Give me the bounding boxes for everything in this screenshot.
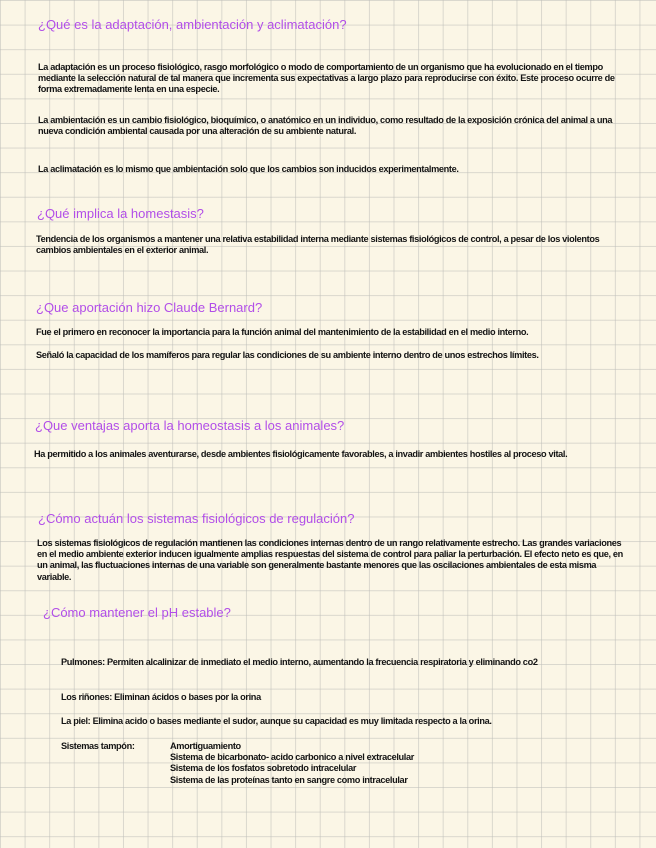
paragraph-ambientacion: La ambientación es un cambio fisiológico, bioquímico, o anatómico en un individuo, como resultado de la exposición crónica del animal a una nueva condición ambiental causada por una alteración de su ambiente natural. — [38, 115, 613, 137]
paragraph-pulmones: Pulmones: Permiten alcalinizar de inmediato el medio interno, aumentando la frecuencia respiratoria y eliminando co2 — [61, 657, 538, 667]
tampon-item: Sistema de bicarbonato- acido carbonico a nivel extracelular — [170, 752, 414, 763]
heading-ventajas: ¿Que ventajas aporta la homeostasis a los animales? — [35, 418, 345, 433]
tampon-label: Sistemas tampón: — [61, 741, 135, 751]
heading-sistemas-regulacion: ¿Cómo actuán los sistemas fisiológicos de regulación? — [38, 511, 355, 526]
heading-adaptacion: ¿Qué es la adaptación, ambientación y aclimatación? — [38, 17, 347, 32]
tampon-list — [170, 741, 414, 786]
heading-claude-bernard: ¿Que aportación hizo Claude Bernard? — [36, 300, 263, 315]
paragraph-piel: La piel: Elimina acido o bases mediante el sudor, aunque su capacidad es muy limitada respecto a la orina. — [61, 716, 492, 726]
paragraph-adaptacion: La adaptación es un proceso fisiológico, rasgo morfológico o modo de comportamiento de un organismo que ha evolucionado en el tiempo mediante la selección natural de tal manera que incrementa sus expectativas a largo plazo para reproducirse con éxito. Este proceso ocurre de forma extremadamente lenta en una especie. — [38, 62, 615, 95]
tampon-item: Sistema de los fosfatos sobretodo intracelular — [170, 763, 357, 774]
heading-homestasis: ¿Qué implica la homestasis? — [37, 206, 204, 221]
heading-ph-estable: ¿Cómo mantener el pH estable? — [43, 605, 231, 620]
paragraph-bernard-2: Señaló la capacidad de los mamíferos para regular las condiciones de su ambiente interno dentro de unos estrechos límites. — [36, 350, 539, 360]
paragraph-rinones: Los riñones: Eliminan ácidos o bases por la orina — [61, 692, 261, 702]
paragraph-aclimatacion: La aclimatación es lo mismo que ambientación solo que los cambios son inducidos experimentalmente. — [38, 164, 459, 174]
paragraph-sistemas-regulacion: Los sistemas fisiológicos de regulación mantienen las condiciones internas dentro de un rango relativamente estrecho. Las grandes variaciones en el medio ambiente exterior inducen igualmente amplias respuestas del sistema de control para paliar la perturbación. El efecto neto es que, en un animal, las fluctuaciones internas de una variable son generalmente bastante menores que las oscilaciones ambientales de esta misma variable. — [37, 538, 623, 582]
paragraph-homestasis: Tendencia de los organismos a mantener una relativa estabilidad interna mediante sistemas fisiológicos de control, a pesar de los violentos cambios ambientales en el exterior animal. — [36, 234, 600, 256]
paragraph-ventajas: Ha permitido a los animales aventurarse, desde ambientes fisiológicamente favorables, a invadir ambientes hostiles al proceso vital. — [34, 449, 568, 459]
tampon-item: Sistema de las proteínas tanto en sangre como intracelular — [170, 774, 408, 785]
tampon-item: Amortiguamiento — [170, 741, 241, 751]
paragraph-bernard-1: Fue el primero en reconocer la importancia para la función animal del mantenimiento de la estabilidad en el medio interno. — [36, 327, 529, 337]
